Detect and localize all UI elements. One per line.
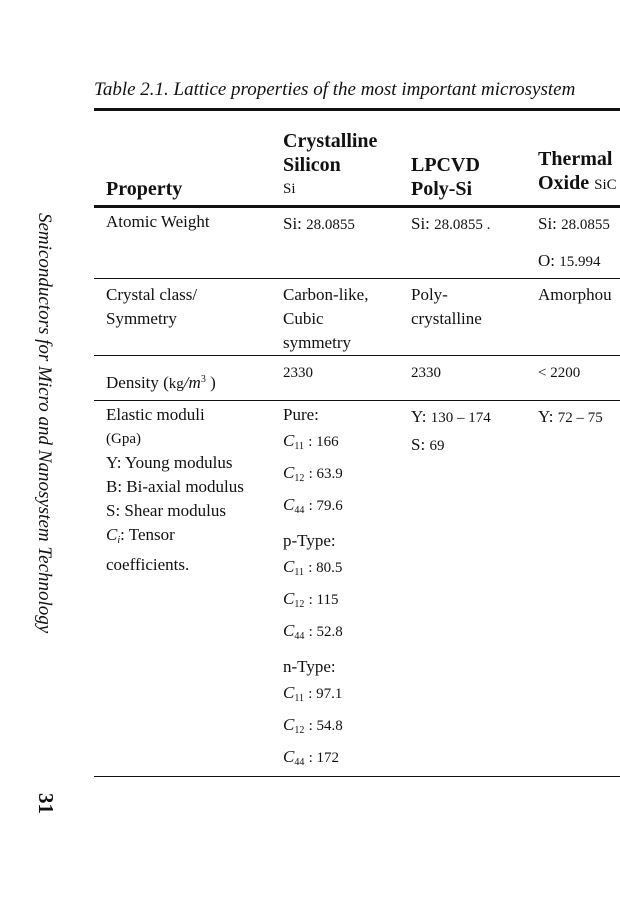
- header-property: Property: [106, 178, 183, 200]
- header-lpcvd-line1: LPCVD: [411, 154, 480, 176]
- crystal-class-crystalline-line2: Cubic: [283, 309, 324, 328]
- elastic-label-shear: S: Shear modulus: [106, 501, 226, 520]
- crystal-class-thermal: Amorphou: [538, 285, 612, 304]
- atomic-weight-label: Atomic Weight: [106, 212, 210, 231]
- ci-tensor: : Tensor: [120, 525, 175, 544]
- n-c44: $C_{44}$ : 172: [283, 747, 340, 768]
- elastic-thermal-y-value: 72 – 75: [557, 410, 603, 426]
- crystal-class-label-line2: Symmetry: [106, 309, 177, 328]
- elastic-thermal: [538, 405, 603, 430]
- elastic-label-biaxial: B: Bi-axial modulus: [106, 477, 244, 496]
- atomic-weight-crystalline: [283, 212, 355, 237]
- density-lpcvd: 2330: [411, 365, 441, 381]
- o-prefix: O:: [538, 251, 555, 270]
- header-thermal-line2: Oxide: [538, 172, 590, 194]
- p-c12: $C_{12}$ : 115: [283, 589, 339, 610]
- header-crystalline-line1: Crystalline: [283, 130, 378, 152]
- elastic-crystalline: [283, 403, 343, 777]
- density-unit-slash: /: [183, 373, 189, 392]
- pure-c44: $C_{44}$ : 79.6: [283, 495, 343, 516]
- crystal-class-lpcvd: [411, 283, 482, 331]
- crystal-class-crystalline-line1: Carbon-like,: [283, 285, 369, 304]
- n-c12: $C_{12}$ : 54.8: [283, 715, 343, 736]
- elastic-lpcvd-s: S: 69: [411, 435, 445, 454]
- page-number: 31: [34, 793, 58, 814]
- density-unit-exp: 3: [200, 374, 206, 385]
- si-prefix: Si:: [411, 214, 430, 233]
- row-rule-1: [94, 278, 620, 279]
- atomic-weight-lpcvd-value: 28.0855 .: [434, 217, 491, 233]
- running-title: Semiconductors for Micro and Nanosystem Technology: [34, 213, 55, 634]
- ci-index: i: [117, 535, 121, 546]
- density-unit-m: m: [188, 373, 201, 392]
- elastic-label-young: Y: Young modulus: [106, 453, 233, 472]
- crystal-class-lpcvd-line2: crystalline: [411, 309, 482, 328]
- crystal-class-lpcvd-line1: Poly-: [411, 285, 448, 304]
- header-crystalline-symbol: Si: [283, 181, 296, 197]
- crystal-class-crystalline-line3: symmetry: [283, 333, 351, 352]
- row-rule-2: [94, 355, 620, 356]
- density-unit-kg: kg: [168, 376, 184, 392]
- header-thermal-line1: Thermal: [538, 148, 613, 170]
- pure-c12: $C_{12}$ : 63.9: [283, 463, 343, 484]
- top-rule: [94, 108, 620, 111]
- density-label-suffix: ): [210, 373, 216, 392]
- p-heading: p-Type:: [283, 531, 336, 550]
- elastic-label-coeff: coefficients.: [106, 555, 190, 574]
- density-label-prefix: Density (: [106, 373, 169, 392]
- pure-heading: Pure:: [283, 405, 319, 424]
- atomic-weight-thermal-si: [538, 212, 610, 237]
- header-lpcvd-line2: Poly-Si: [411, 178, 473, 200]
- elastic-label-unit: (Gpa): [106, 431, 141, 447]
- elastic-label-ci: [106, 523, 244, 553]
- row-rule-3: [94, 400, 620, 401]
- atomic-weight-thermal-si-value: 28.0855: [561, 217, 610, 233]
- atomic-weight-thermal-o-value: 15.994: [559, 254, 601, 270]
- elastic-label: [106, 403, 244, 577]
- p-c11: $C_{11}$ : 80.5: [283, 557, 343, 578]
- header-crystalline-line2: Silicon: [283, 154, 341, 176]
- atomic-weight-lpcvd: [411, 212, 490, 237]
- crystal-class-label: [106, 283, 197, 331]
- header-thermal-symbol: SiC: [594, 177, 617, 193]
- density-thermal: < 2200: [538, 365, 581, 381]
- header-crystalline-silicon: [283, 129, 377, 201]
- si-prefix: Si:: [538, 214, 557, 233]
- elastic-lpcvd: [411, 405, 491, 458]
- atomic-weight-crystalline-value: 28.0855: [306, 217, 355, 233]
- header-rule: [94, 205, 620, 208]
- pure-c11: $C_{11}$ : 166: [283, 431, 339, 452]
- elastic-label-line1: Elastic moduli: [106, 405, 205, 424]
- si-prefix: Si:: [283, 214, 302, 233]
- elastic-lpcvd-y: Y: 130 – 174: [411, 407, 491, 426]
- crystal-class-label-line1: Crystal class/: [106, 285, 198, 304]
- table-caption: Table 2.1. Lattice properties of the most important microsystem: [94, 79, 576, 100]
- n-c11: $C_{11}$ : 97.1: [283, 683, 343, 704]
- density-label: [106, 368, 216, 396]
- header-lpcvd: [411, 153, 480, 201]
- bottom-rule: [94, 776, 620, 777]
- ci-symbol: C: [106, 525, 118, 544]
- crystal-class-crystalline: [283, 283, 368, 355]
- density-crystalline: 2330: [283, 365, 313, 381]
- p-c44: $C_{44}$ : 52.8: [283, 621, 343, 642]
- header-thermal-oxide: [538, 147, 617, 197]
- n-heading: n-Type:: [283, 657, 336, 676]
- elastic-thermal-y-prefix: Y:: [538, 407, 554, 426]
- atomic-weight-thermal-o: [538, 249, 601, 274]
